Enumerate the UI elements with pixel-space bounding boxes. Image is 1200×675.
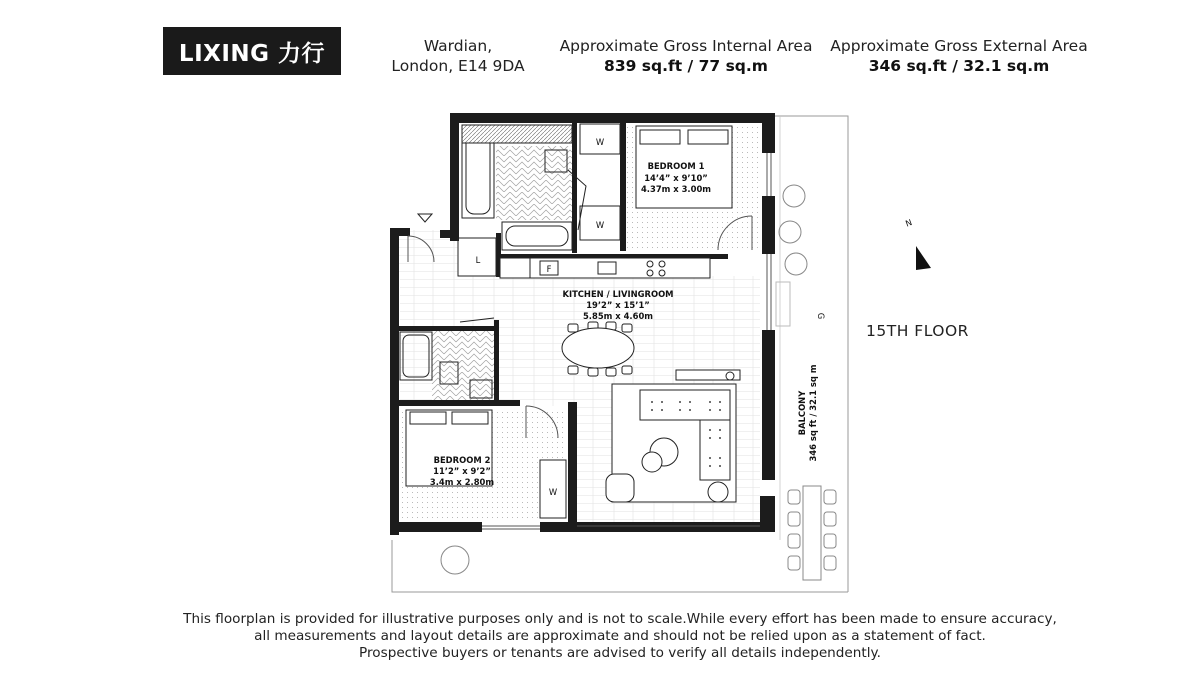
floor-label: 15TH FLOOR	[866, 322, 969, 340]
bedroom2-imperial: 11’2” x 9’2”	[433, 466, 491, 476]
bedroom2-metric: 3.4m x 2.80m	[429, 477, 495, 487]
bedroom2-name: BEDROOM 2	[433, 455, 491, 465]
external-area-value: 346 sq.ft / 32.1 sq.m	[868, 57, 1050, 75]
internal-area-value: 839 sq.ft / 77 sq.m	[604, 57, 768, 75]
disclaimer	[180, 611, 1060, 662]
balcony-area-label: 346 sq ft / 32.1 sq m	[808, 364, 818, 462]
dining-table	[562, 322, 634, 376]
compass-letter: N	[904, 217, 914, 229]
lounge-furniture	[606, 370, 740, 502]
internal-area-label: Approximate Gross Internal Area	[559, 37, 813, 55]
disclaimer-line-1: This floorplan is provided for illustrative purposes only and is not to scale.While every effort has been made to ensure accuracy,	[183, 611, 1057, 627]
disclaimer-line-2: all measurements and layout details are approximate and should not be relied upon as a statement of fact.	[254, 628, 986, 644]
address-line-1: Wardian,	[423, 37, 493, 55]
kitchen-metric: 5.85m x 4.60m	[582, 311, 654, 321]
brand-logo: LIXING 力行	[163, 27, 341, 75]
fridge-symbol: F	[546, 264, 552, 274]
balcony-name: BALCONY	[797, 390, 807, 436]
bedroom1-name: BEDROOM 1	[647, 161, 705, 171]
kitchen-imperial: 19’2” x 15’1”	[586, 300, 650, 310]
wardrobe-symbol-2: W	[595, 220, 605, 230]
bedroom1-imperial: 14’4” x 9’10”	[644, 173, 708, 183]
bedroom1-metric: 4.37m x 3.00m	[640, 184, 712, 194]
linen-symbol: L	[475, 255, 481, 265]
kitchen-name: KITCHEN / LIVINGROOM	[562, 289, 674, 299]
compass-north-icon	[916, 246, 931, 270]
wardrobe-symbol-3: W	[548, 487, 558, 497]
wardrobe-symbol-1: W	[595, 137, 605, 147]
external-area-label: Approximate Gross External Area	[830, 37, 1088, 55]
disclaimer-line-3: Prospective buyers or tenants are advised to verify all details independently.	[359, 645, 881, 661]
kitchen-counter	[500, 258, 710, 278]
address-line-2: London, E14 9DA	[391, 57, 525, 75]
gas-symbol: G	[816, 312, 826, 320]
bathroom1-floor	[496, 146, 572, 220]
bathroom2-floor	[432, 330, 494, 400]
